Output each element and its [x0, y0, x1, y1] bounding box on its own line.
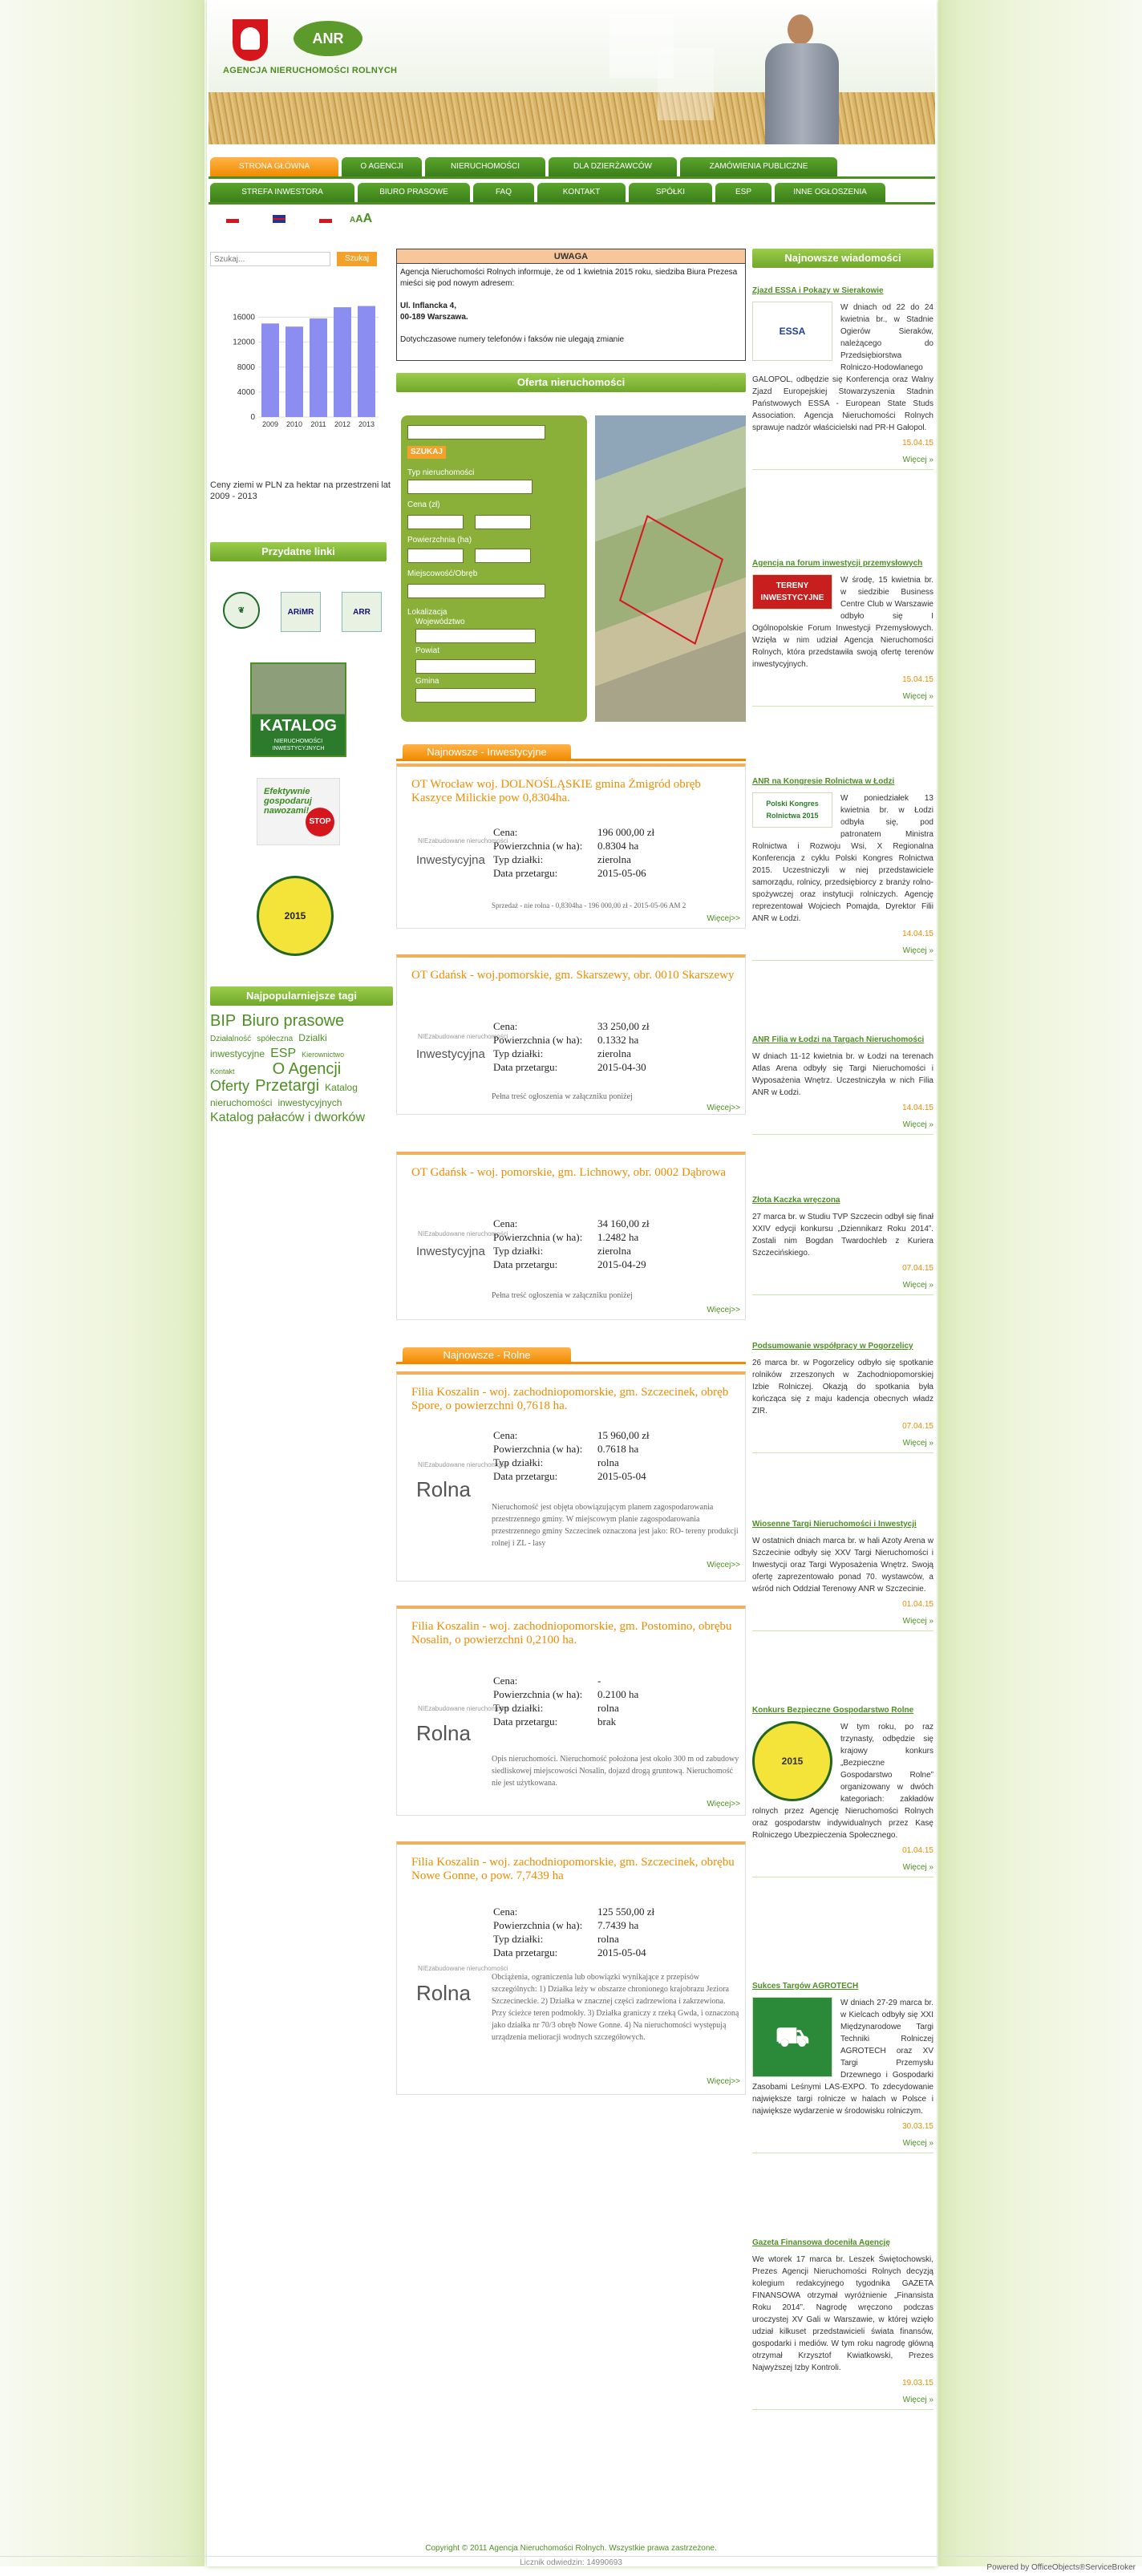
- news-item-title[interactable]: Zjazd ESSA i Pokazy w Sierakowie: [752, 286, 884, 295]
- header-banner: [209, 0, 935, 144]
- news-item: [752, 1981, 933, 2153]
- nav-strona-glowna[interactable]: STRONA GŁÓWNA: [210, 157, 338, 176]
- label-typd: Typ działki:: [493, 1702, 544, 1714]
- card-desc: Opis nieruchomości. Nieruchomość położona jest około 300 m od zabudowy siedliskowej miejscowości Nosalin, dojazd drogą gruntową. Nieruchomość nie jest użytkowana.: [492, 1755, 739, 1788]
- value-data: 2015-05-04: [597, 1470, 646, 1482]
- news-item-title[interactable]: Złota Kaczka wręczona: [752, 1196, 840, 1205]
- main-nav-row-2: [210, 183, 889, 202]
- tag-inwestycyjne[interactable]: inwestycyjne: [210, 1048, 265, 1059]
- label-data: Data przetargu:: [493, 1258, 558, 1270]
- chart-xtick-label: 2011: [310, 420, 326, 428]
- select-wojewodztwo[interactable]: [415, 629, 536, 643]
- card-title[interactable]: Filia Koszalin - woj. zachodniopomorskie, gm. Szczecinek, obręb Spore, o powierzchni 0,7618 ha.: [411, 1386, 729, 1412]
- card-details: [493, 1020, 653, 1075]
- label-typd: Typ działki:: [493, 1933, 544, 1945]
- notice-address-1: Ul. Inflancka 4,: [400, 302, 457, 310]
- value-pow: 0.1332 ha: [597, 1034, 639, 1046]
- news-item-date: 07.04.15: [902, 1422, 933, 1431]
- chart-bar: [334, 307, 351, 417]
- value-pow: 0.8304 ha: [597, 840, 639, 852]
- news-item-more[interactable]: Więcej »: [752, 945, 933, 961]
- popular-tags-box: [210, 986, 393, 1126]
- tag-kontakt[interactable]: Kontakt: [210, 1067, 235, 1075]
- card-type: Inwestycyjna: [416, 1245, 485, 1258]
- nav-esp[interactable]: ESP: [715, 183, 771, 202]
- label-lokalizacja: Lokalizacja: [407, 608, 447, 617]
- label-typ: Typ nieruchomości: [407, 468, 475, 477]
- tab-najnowsze-inwestycyjne[interactable]: Najnowsze - Inwestycyjne: [403, 744, 571, 760]
- card-title[interactable]: OT Gdańsk - woj.pomorskie, gm. Skarszewy, obr. 0010 Skarszewy: [411, 969, 735, 982]
- select-typ[interactable]: [407, 480, 533, 494]
- card-nie-label: NIEzabudowane nieruchomości: [418, 1230, 508, 1237]
- nav-divider-1: [209, 176, 935, 179]
- tag-dzialalnosc[interactable]: Działalność: [210, 1035, 252, 1043]
- tag-dzialki[interactable]: Dzialki: [298, 1032, 327, 1043]
- news-item-body: W tym roku, po raz trzynasty, odbędzie się krajowy konkurs „Bezpieczne Gospodarstwo Rolne” organizowany w dwóch kategoriach: zakładów rolnych przez Agencję Nieruchomości Rolnych oraz gospodarstw indywidualnych przez Kasę Rolniczego Ubezpieczenia Społecznego.: [752, 1723, 933, 1840]
- value-pow: 1.2482 ha: [597, 1231, 639, 1243]
- news-item-more[interactable]: Więcej »: [752, 2394, 933, 2410]
- label-pow: Powierzchnia (w ha):: [493, 1919, 583, 1931]
- news-item-date: 30.03.15: [902, 2122, 933, 2131]
- news-item: [752, 286, 933, 470]
- news-item: [752, 558, 933, 707]
- footer-divider: [0, 2556, 1142, 2557]
- label-cena: Cena:: [493, 1217, 518, 1229]
- value-data: brak: [597, 1715, 617, 1727]
- chart-bar: [286, 326, 303, 417]
- nav-dla-dzierzawcow[interactable]: DLA DZIERŻAWCÓW: [549, 157, 677, 176]
- useful-links-title: Przydatne linki: [210, 542, 387, 561]
- news-item-more[interactable]: Więcej »: [752, 691, 933, 707]
- news-item-date: 15.04.15: [902, 675, 933, 684]
- label-cena: Cena:: [493, 1675, 518, 1687]
- aerial-photo: [595, 415, 746, 722]
- notice-address-2: 00-189 Warszawa.: [400, 313, 468, 322]
- label-data: Data przetargu:: [493, 1946, 558, 1958]
- news-item-title[interactable]: Wiosenne Targi Nieruchomości i Inwestycji: [752, 1520, 917, 1529]
- label-pow: Powierzchnia (w ha):: [493, 1034, 583, 1046]
- label-data: Data przetargu:: [493, 1061, 558, 1073]
- chart-bar: [261, 323, 279, 417]
- value-typd: zierolna: [597, 1047, 631, 1059]
- nav-zamowienia-publiczne[interactable]: ZAMÓWIENIA PUBLICZNE: [680, 157, 837, 176]
- powered-by[interactable]: Powered by OfficeObjects®ServiceBroker: [986, 2563, 1136, 2572]
- chart-xtick-label: 2009: [261, 420, 279, 428]
- chart-xtick-label: 2012: [334, 420, 351, 428]
- tag-cloud: [210, 1014, 393, 1126]
- oferta-search-button[interactable]: SZUKAJ: [407, 446, 446, 459]
- news-item-more[interactable]: Więcej »: [752, 1861, 933, 1877]
- news-item-body: W dniach 27-29 marca br. w Kielcach odbyły się XXI Międzynarodowe Targi Techniki Rolniczej AGROTECH oraz XV Targi Przemysłu Drzewnego i Gospodarki Zasobami Leśnymi LAS-EXPO. To zdecydowanie największe targi rolnicze w halach w Polsce i największe wydarzenie w środowisku rolniczym.: [752, 1999, 933, 2116]
- tag-oferty[interactable]: Oferty: [210, 1078, 250, 1094]
- card-nie-label: NIEzabudowane nieruchomości: [418, 1461, 508, 1468]
- tag-biuro-prasowe[interactable]: Biuro prasowe: [241, 1012, 345, 1030]
- news-item-more[interactable]: Więcej »: [752, 1119, 933, 1135]
- news-item-body: W dniach od 22 do 24 kwietnia br., w Stadnie Ogierów Sieraków, należącego do Przedsiębiorstwa Rolniczo-Hodowlanego GALOPOL, odbędzie się Konferencja oraz Walny Zjazd Europejskiej Stowarzyszenia Stadnin Państwowych ESSA - European State Studs Association. Agencja Nieruchomości Rolnych sprawuje nadzór właścicielski nad PR-H Gałopol.: [752, 303, 933, 432]
- card-details: [493, 1429, 653, 1484]
- value-data: 2015-04-30: [597, 1061, 646, 1073]
- rolne-card-3[interactable]: [396, 1841, 746, 2095]
- news-item-title[interactable]: Sukces Targów AGROTECH: [752, 1982, 859, 1991]
- tag-katalog-palacow[interactable]: Katalog pałaców i dworków: [210, 1111, 365, 1124]
- label-data: Data przetargu:: [493, 867, 558, 879]
- label-wojewodztwo: Województwo: [415, 618, 465, 626]
- value-typd: rolna: [597, 1702, 619, 1714]
- news-item-title[interactable]: ANR na Kongresie Rolnictwa w Łodzi: [752, 777, 895, 786]
- essa-logo[interactable]: ESSA: [752, 302, 832, 361]
- input-miejscowosc[interactable]: [407, 584, 545, 598]
- rolne-card-1[interactable]: [396, 1371, 746, 1582]
- value-cena: 34 160,00 zł: [597, 1217, 650, 1229]
- chart-bar: [358, 306, 375, 417]
- tag-kierownictwo[interactable]: Kierownictwo: [302, 1051, 345, 1059]
- font-size-switcher[interactable]: AAA: [350, 212, 373, 225]
- input-pow-od[interactable]: [407, 549, 464, 563]
- input-pow-do[interactable]: [475, 549, 531, 563]
- news-item-title[interactable]: Agencja na forum inwestycji przemysłowych: [752, 559, 923, 568]
- news-item-body: W poniedziałek 13 kwietnia br. w Łodzi odbyła się, pod patronatem Ministra Rolnictwa i Rozwoju Wsi, X Regionalna Konferencja z cyklu Polski Kongres Rolnictwa 2015. Uczestniczyli w niej przedstawiciele samorządu, rolnicy, przedsiębiorcy z branży rolno-spożywczej oraz instytucji rolniczych. Agencję reprezentował Wojciech Pomajda, Dyrektor Filii ANR w Łodzi.: [752, 794, 933, 923]
- card-type: Inwestycyjna: [416, 1047, 485, 1061]
- news-column: [752, 249, 933, 2404]
- nav-kontakt[interactable]: KONTAKT: [537, 183, 626, 202]
- nawozy-text: Efektywnie gospodaruj nawozami!: [264, 787, 312, 816]
- card-desc: Pełna treść ogłoszenia w załączniku poniżej: [492, 1291, 633, 1300]
- news-item-title[interactable]: ANR Filia w Łodzi na Targach Nieruchomości: [752, 1035, 925, 1044]
- chart-ytick-label: 0: [250, 413, 255, 422]
- news-item: [752, 776, 933, 961]
- news-item-date: 14.04.15: [902, 1104, 933, 1112]
- tag-esp[interactable]: ESP: [270, 1047, 297, 1060]
- chart-caption: Ceny ziemi w PLN za hektar na przestrzeni lat 2009 - 2013: [210, 480, 391, 501]
- news-item: [752, 1519, 933, 1631]
- chart-xtick-label: 2010: [286, 420, 303, 428]
- news-item: [752, 1195, 933, 1295]
- right-background: [938, 0, 1142, 2566]
- news-item-title[interactable]: Konkurs Bezpieczne Gospodarstwo Rolne: [752, 1706, 914, 1715]
- news-item-date: 07.04.15: [902, 1264, 933, 1273]
- tractor-icon[interactable]: ⛟: [752, 1997, 832, 2077]
- news-item-more[interactable]: Więcej »: [752, 1279, 933, 1295]
- stop-sign-icon: STOP: [306, 808, 334, 836]
- left-background: [0, 0, 205, 2566]
- flag-gb-icon[interactable]: [273, 215, 286, 223]
- tag-o-agencji[interactable]: O Agencji: [272, 1060, 342, 1078]
- tag-spoleczna[interactable]: spółeczna: [257, 1035, 294, 1043]
- label-pow: Powierzchnia (w ha):: [493, 1443, 583, 1455]
- label-cena: Cena:: [493, 1906, 518, 1918]
- label-gmina: Gmina: [415, 677, 439, 686]
- news-item: [752, 2238, 933, 2410]
- bezpieczne-gospodarstwo-logo[interactable]: 2015: [257, 876, 334, 956]
- label-cena: Cena:: [493, 1020, 518, 1032]
- inwest-card-2[interactable]: [396, 954, 746, 1115]
- news-item-body: W dniach 11-12 kwietnia br. w Łodzi na terenach Atlas Arena odbyły się Targi Nieruchomości i Wyposażenia Wnętrz. Uczestniczyła w nich Filia ANR w Łodzi.: [752, 1052, 933, 1097]
- oferta-keyword-input[interactable]: [407, 425, 545, 439]
- land-price-chart: [210, 297, 403, 433]
- news-item-date: 01.04.15: [902, 1846, 933, 1855]
- news-item-title[interactable]: Podsumowanie współpracy w Pogorzelicy: [752, 1342, 913, 1351]
- value-cena: 196 000,00 zł: [597, 826, 655, 838]
- card-type: Rolna: [416, 1477, 471, 1501]
- inwest-card-3[interactable]: [396, 1152, 746, 1320]
- chart-ytick-label: 12000: [233, 338, 255, 347]
- label-typd: Typ działki:: [493, 853, 544, 865]
- label-cena: Cena:: [493, 826, 518, 838]
- chart-ytick-label: 4000: [237, 387, 255, 397]
- label-data: Data przetargu:: [493, 1715, 558, 1727]
- news-item-body: 27 marca br. w Studiu TVP Szczecin odbył się finał XXIV edycji konkursu „Dziennikarz Roku 2014”. Zostali nim Bogdan Twardochleb z Kuriera Szczecińskiego.: [752, 1213, 933, 1258]
- tags-title: Najpopularniejsze tagi: [210, 986, 393, 1006]
- select-powiat[interactable]: [415, 659, 536, 674]
- value-pow: 0.2100 ha: [597, 1688, 639, 1700]
- value-cena: 15 960,00 zł: [597, 1429, 650, 1441]
- footer-copyright: Copyright © 2011 Agencja Nieruchomości Rolnych. Wszystkie prawa zastrzeżone.: [425, 2544, 717, 2553]
- oferta-box: [396, 373, 746, 392]
- value-typd: zierolna: [597, 1245, 631, 1257]
- card-desc: Obciążenia, ograniczenia lub obowiązki wynikające z przepisów szczególnych: 1) Działka leży w obszarze chronionego krajobrazu Jeziora Szczecineckie. 2) Działka w znacznej części zadrzewiona i zakrzewiona. Przy ścieżce teren podmokły. 3) Działka graniczy z rzeką Gwda, i oznaczoną jako działka nr 70/3 obręb Nowe Gonne. 4) Na nieruchomości występują urządzenia melioracji wodnych szczegółowych.: [492, 1973, 739, 2042]
- polish-eagle-emblem[interactable]: [233, 19, 268, 61]
- news-item-body: 26 marca br. w Pogorzelicy odbyło się spotkanie rolników zrzeszonych w Zachodniopomorskiej Izbie Rolniczej. Okazją do spotkania była kończąca się z maju kadencja obecnych władz ZIR.: [752, 1359, 933, 1416]
- card-desc: Pełna treść ogłoszenia w załączniku poniżej: [492, 1092, 633, 1101]
- card-title[interactable]: OT Gdańsk - woj. pomorskie, gm. Lichnowy, obr. 0002 Dąbrowa: [411, 1166, 727, 1179]
- notice-line-1: Agencja Nieruchomości Rolnych informuje, że od 1 kwietnia 2015 roku, siedziba Biura Prezesa mieści się pod nowym adresem:: [400, 268, 738, 288]
- main-nav-row-1: [210, 157, 840, 176]
- flag-pl-icon-2[interactable]: [319, 215, 332, 223]
- news-item-body: W środę, 15 kwietnia br. w siedzibie Business Centre Club w Warszawie odbyło się I Ogólnopolskie Forum Inwestycji Przemysłowych. Wzięła w nim udział Agencja Nieruchomości Rolnych, która przedstawiła swoją ofertę terenów inwestycyjnych.: [752, 576, 933, 669]
- search-input[interactable]: [210, 252, 330, 266]
- useful-links-box: [210, 542, 387, 561]
- notice-title: UWAGA: [397, 249, 745, 264]
- nav-nieruchomosci[interactable]: NIERUCHOMOŚCI: [425, 157, 545, 176]
- card-details: [493, 826, 658, 881]
- chart-xtick-label: 2013: [358, 420, 375, 428]
- card-type: Rolna: [416, 1721, 471, 1745]
- news-item-more[interactable]: Więcej »: [752, 1437, 933, 1453]
- nawozy-stop-banner[interactable]: [257, 778, 340, 845]
- value-typd: rolna: [597, 1933, 619, 1945]
- news-item-date: 19.03.15: [902, 2379, 933, 2388]
- nav-o-agencji[interactable]: O AGENCJI: [342, 157, 422, 176]
- news-item-title[interactable]: Gazeta Finansowa doceniła Agencję: [752, 2238, 890, 2247]
- label-pow: Powierzchnia (w ha):: [493, 1688, 583, 1700]
- card-title[interactable]: OT Wrocław woj. DOLNOŚLĄSKIE gmina Żmigród obręb Kaszyce Milickie pow 0,8304ha.: [411, 778, 701, 804]
- card-nie-label: NIEzabudowane nieruchomości: [418, 837, 508, 844]
- news-item-date: 14.04.15: [902, 930, 933, 938]
- news-item-more[interactable]: Więcej »: [752, 1615, 933, 1631]
- nav-strefa-inwestora[interactable]: STREFA INWESTORA: [210, 183, 354, 202]
- news-item-date: 15.04.15: [902, 439, 933, 448]
- card-more-link[interactable]: Więcej>>: [707, 2077, 740, 2086]
- news-title: Najnowsze wiadomości: [752, 249, 933, 268]
- news-item-more[interactable]: Więcej »: [752, 454, 933, 470]
- chart-ytick-label: 8000: [237, 363, 255, 372]
- kongres-logo[interactable]: Polski Kongres Rolnictwa 2015: [752, 792, 832, 828]
- tag-inwestycyjnych[interactable]: inwestycyjnych: [277, 1097, 342, 1108]
- card-nie-label: NIEzabudowane nieruchomości: [418, 1965, 508, 1972]
- value-typd: rolna: [597, 1456, 619, 1468]
- page-container: [207, 0, 937, 2566]
- news-item: [752, 1705, 933, 1877]
- language-switcher: [226, 212, 372, 226]
- label-typd: Typ działki:: [493, 1245, 544, 1257]
- label-pow: Powierzchnia (w ha):: [493, 840, 583, 852]
- oferta-title: Oferta nieruchomości: [396, 373, 746, 392]
- card-more-link[interactable]: Więcej>>: [707, 1104, 740, 1112]
- useful-logos-row: [223, 592, 382, 632]
- footer-counter: Licznik odwiedzin: 14990693: [520, 2558, 622, 2567]
- nav-spolki[interactable]: SPÓŁKI: [629, 183, 712, 202]
- banner-farmer-image: [754, 14, 850, 144]
- card-nie-label: NIEzabudowane nieruchomości: [418, 1705, 508, 1712]
- nav-inne-ogloszenia[interactable]: INNE OGŁOSZENIA: [775, 183, 885, 202]
- katalog-title: KATALOG: [260, 717, 337, 735]
- bgr-news-logo[interactable]: 2015: [752, 1721, 832, 1801]
- card-type: Inwestycyjna: [416, 853, 485, 867]
- value-cena: 125 550,00 zł: [597, 1906, 655, 1918]
- value-pow: 7.7439 ha: [597, 1919, 639, 1931]
- card-title[interactable]: Filia Koszalin - woj. zachodniopomorskie, gm. Postomino, obrębu Nosalin, o powierzchni 0,2100 ha.: [411, 1620, 732, 1646]
- label-cena: Cena (zł): [407, 500, 440, 509]
- anr-logo[interactable]: ANR: [294, 21, 362, 56]
- label-typd: Typ działki:: [493, 1456, 544, 1468]
- tag-bip[interactable]: BIP: [210, 1012, 237, 1030]
- card-nie-label: NIEzabudowane nieruchomości: [418, 1033, 508, 1040]
- news-item-date: 01.04.15: [902, 1600, 933, 1609]
- value-data: 2015-05-06: [597, 867, 646, 879]
- inwest-tab-line: [396, 759, 746, 761]
- label-pow: Powierzchnia (w ha):: [493, 1231, 583, 1243]
- value-data: 2015-05-04: [597, 1946, 646, 1958]
- label-miejscowosc: Miejscowość/Obręb: [407, 569, 478, 578]
- arimr-logo[interactable]: ARiMR: [281, 592, 321, 632]
- card-more-link[interactable]: Więcej>>: [707, 1800, 740, 1808]
- flag-pl-icon[interactable]: [226, 215, 239, 223]
- oferta-search-form: [401, 415, 587, 722]
- card-title[interactable]: Filia Koszalin - woj. zachodniopomorskie, gm. Szczecinek, obrębu Nowe Gonne, o pow. 7,7439 ha: [411, 1856, 735, 1882]
- label-powiat: Powiat: [415, 646, 440, 655]
- banner-square-2: [658, 48, 714, 120]
- tag-nieruchomosci[interactable]: nieruchomości: [210, 1097, 273, 1108]
- katalog-banner[interactable]: [250, 662, 346, 757]
- news-item: [752, 1035, 933, 1135]
- label-data: Data przetargu:: [493, 1470, 558, 1482]
- card-details: [493, 1217, 653, 1272]
- card-desc: Sprzedaż - nie rolna - 0,8304ha - 196 000,00 zł - 2015-05-06 AM 2: [492, 901, 686, 909]
- search-button[interactable]: Szukaj: [337, 252, 377, 266]
- card-details: [493, 1906, 658, 1960]
- value-typd: zierolna: [597, 853, 631, 865]
- tag-przetargi[interactable]: Przetargi: [255, 1077, 320, 1095]
- notice-line-2: Dotychczasowe numery telefonów i faksów nie ulegają zmianie: [400, 335, 625, 344]
- nav-divider-2: [209, 202, 935, 205]
- value-cena: 33 250,00 zł: [597, 1020, 650, 1032]
- agency-name[interactable]: AGENCJA NIERUCHOMOŚCI ROLNYCH: [223, 66, 398, 75]
- value-data: 2015-04-29: [597, 1258, 646, 1270]
- input-cena-od[interactable]: [407, 515, 464, 529]
- tab-najnowsze-rolne[interactable]: Najnowsze - Rolne: [403, 1347, 571, 1363]
- card-details: [493, 1675, 642, 1729]
- chart-ytick-label: 16000: [233, 313, 255, 322]
- nav-biuro-prasowe[interactable]: BIURO PRASOWE: [358, 183, 470, 202]
- card-type: Rolna: [416, 1981, 471, 2005]
- card-more-link[interactable]: Więcej>>: [707, 1306, 740, 1314]
- org-logo-1[interactable]: ❦: [223, 592, 260, 629]
- card-desc: Nieruchomość jest objęta obowiązującym planem zagospodarowania przestrzennego gminy. W miejscowym planie zagospodarowania przestrzennego gminy Szczecinek oznaczona jest jako: RO- tereny produkcji rolnej i ZL - lasy: [492, 1503, 739, 1548]
- label-typd: Typ działki:: [493, 1047, 544, 1059]
- label-pow: Powierzchnia (ha): [407, 536, 472, 545]
- card-more-link[interactable]: Więcej>>: [707, 1561, 740, 1569]
- nav-faq[interactable]: FAQ: [473, 183, 534, 202]
- tereny-logo[interactable]: TERENY INWESTYCYJNE: [752, 574, 832, 610]
- chart-bar: [310, 318, 327, 417]
- inwest-card-1[interactable]: [396, 763, 746, 929]
- news-item-body: We wtorek 17 marca br. Leszek Świętochowski, Prezes Agencji Nieruchomości Rolnych decyzją kolegium redakcyjnego tygodnika GAZETA FINANSOWA otrzymał wyróżnienie „Finansista Roku 2014”. Nagrodę wręczono podczas uroczystej XV Gali w Warszawie, w której wzięło udział kilkuset przedstawicieli świata finansów, gospodarki i mediów. W tym roku nagrodę główną otrzymał Krzysztof Kwiatkowski, Prezes Najwyższej Izby Kontroli.: [752, 2255, 933, 2372]
- arr-logo[interactable]: ARR: [342, 592, 382, 632]
- value-pow: 0.7618 ha: [597, 1443, 639, 1455]
- news-item: [752, 1341, 933, 1453]
- label-cena: Cena:: [493, 1429, 518, 1441]
- input-cena-do[interactable]: [475, 515, 531, 529]
- katalog-subtitle: NIERUCHOMOŚCI INWESTYCYJNYCH: [272, 739, 325, 751]
- rolne-tab-line: [396, 1362, 746, 1364]
- card-more-link[interactable]: Więcej>>: [707, 914, 740, 923]
- rolne-card-2[interactable]: [396, 1606, 746, 1816]
- news-item-body: W ostatnich dniach marca br. w hali Azoty Arena w Szczecinie odbyły się XXV Targi Nieruchomości i Inwestycji oraz Targi Wyposażenia Wnętrz. Swoją ofertę zaprezentowało ponad 70. wystawców, a wśród nich Oddział Terenowy ANR w Szczecinie.: [752, 1537, 933, 1594]
- news-item-more[interactable]: Więcej »: [752, 2137, 933, 2153]
- value-cena: -: [597, 1675, 601, 1687]
- tag-katalog[interactable]: Katalog: [325, 1082, 358, 1093]
- select-gmina[interactable]: [415, 688, 536, 703]
- notice-box: [396, 249, 746, 361]
